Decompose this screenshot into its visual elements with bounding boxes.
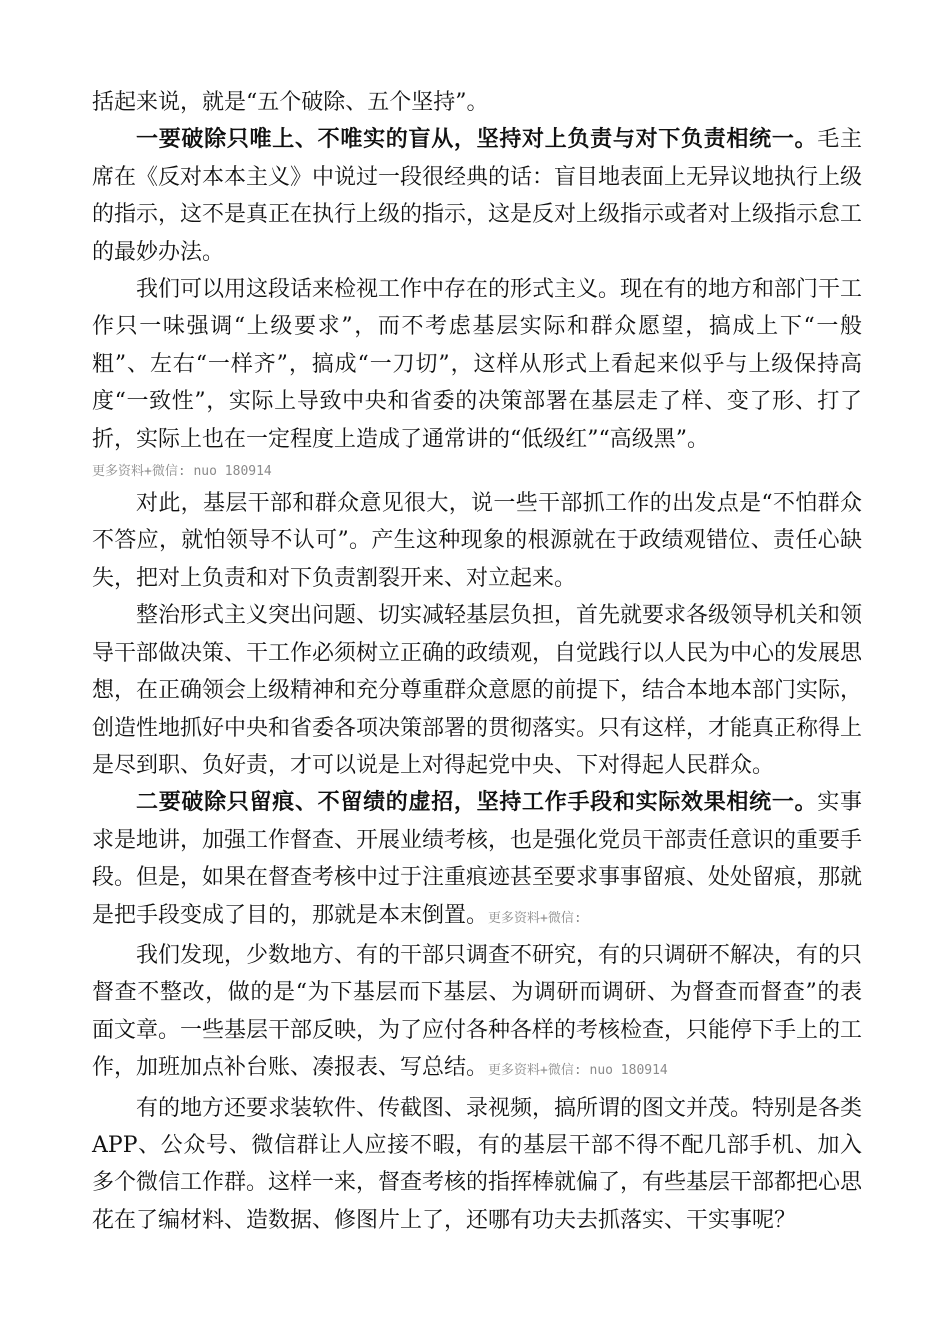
paragraph-body	[92, 485, 862, 597]
paragraph-lead-heading: 二要破除只留痕、不留绩的虚招，坚持工作手段和实际效果相统一。	[136, 789, 818, 816]
paragraph-body	[92, 271, 862, 458]
watermark-text: 更多资料+微信: nuo 180914	[92, 464, 272, 480]
paragraph-point-one	[92, 121, 862, 271]
paragraph-body	[92, 937, 862, 1090]
paragraph-text: 毛主席在《反对本本主义》中说过一段很经典的话：盲目地表面上无异议地执行上级的指示，这不是真正在执行上级的指示，这是反对上级指示或者对上级指示怠工的最妙办法。	[92, 127, 863, 265]
watermark-text: 更多资料+微信:	[488, 910, 582, 926]
paragraph-text: 有的地方还要求装软件、传截图、录视频，搞所谓的图文并茂。特别是各类 APP、公众号、微信群让人应接不暇，有的基层干部不得不配几部手机、加入多个微信工作群。这样一来，督查考核的指挥棒就偏了，有些基层干部都把心思花在了编材料、造数据、修图片上了，还哪有功夫去抓落实、干实事呢？	[92, 1095, 863, 1233]
watermark-text: 更多资料+微信: nuo 180914	[488, 1063, 668, 1079]
paragraph-text: 对此，基层干部和群众意见很大，说一些干部抓工作的出发点是“不怕群众不答应，就怕领导不认可”。产生这种现象的根源就在于政绩观错位、责任心缺失，把对上负责和对下负责割裂开来、对立起来。	[92, 491, 862, 591]
watermark-line	[92, 458, 862, 485]
paragraph-text: 括起来说，就是“五个破除、五个坚持”。	[92, 90, 489, 115]
paragraph-body	[92, 597, 862, 784]
paragraph-continuation	[92, 84, 862, 121]
paragraph-text: 我们可以用这段话来检视工作中存在的形式主义。现在有的地方和部门干工作只一味强调“上级要求”，而不考虑基层实际和群众愿望，搞成上下“一般粗”、左右“一样齐”，搞成“一刀切”，这样从形式上看起来似乎与上级保持高度“一致性”，实际上导致中央和省委的决策部署在基层走了样、变了形、打了折，实际上也在一定程度上造成了通常讲的“低级红”“高级黑”。	[92, 277, 863, 452]
paragraph-text: 实事求是地讲，加强工作督查、开展业绩考核，也是强化党员干部责任意识的重要手段。但是，如果在督查考核中过于注重痕迹甚至要求事事留痕、处处留痕，那就是把手段变成了目的，那就是本末倒置。	[92, 790, 863, 928]
paragraph-point-two	[92, 784, 862, 937]
paragraph-text: 整治形式主义突出问题、切实减轻基层负担，首先就要求各级领导机关和领导干部做决策、干工作必须树立正确的政绩观，自觉践行以人民为中心的发展思想，在正确领会上级精神和充分尊重群众意愿的前提下，结合本地本部门实际，创造性地抓好中央和省委各项决策部署的贯彻落实。只有这样，才能真正称得上是尽到职、负好责，才可以说是上对得起党中央、下对得起人民群众。	[92, 603, 863, 778]
document-page	[92, 84, 862, 1239]
paragraph-body	[92, 1090, 862, 1240]
paragraph-text: 我们发现，少数地方、有的干部只调查不研究，有的只调研不解决，有的只督查不整改，做的是“为下基层而下基层、为调研而调研、为督查而督查”的表面文章。一些基层干部反映，为了应付各种各样的考核检查，只能停下手上的工作，加班加点补台账、凑报表、写总结。	[92, 942, 863, 1081]
paragraph-lead-heading: 一要破除只唯上、不唯实的盲从，坚持对上负责与对下负责相统一。	[136, 126, 818, 153]
